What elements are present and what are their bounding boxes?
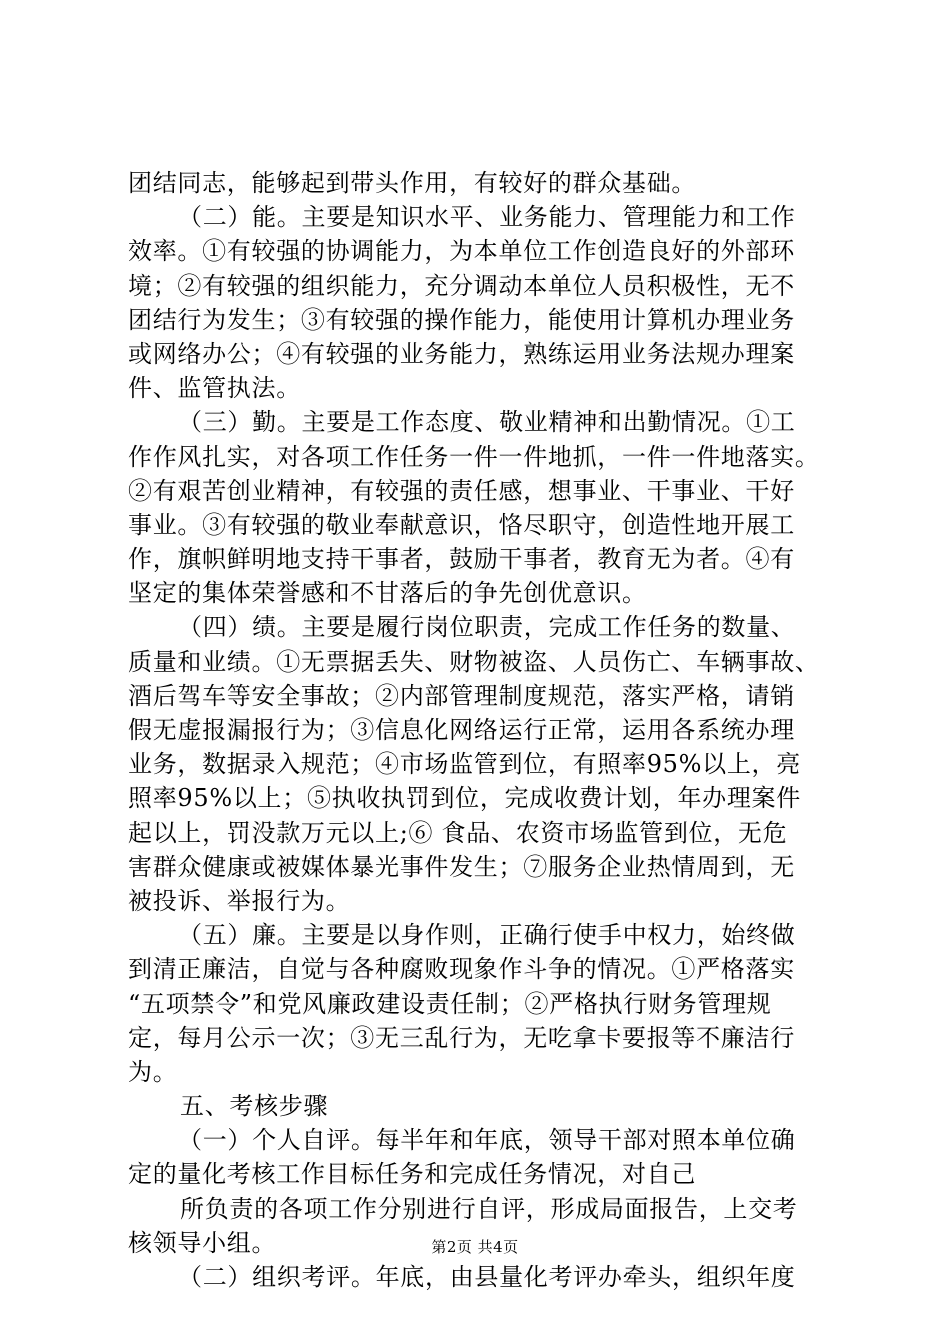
text-line: 害群众健康或被媒体暴光事件发生；⑦服务企业热情周到，无	[128, 852, 795, 881]
text-line: 团结行为发生；③有较强的操作能力，能使用计算机办理业务	[128, 305, 795, 334]
text-line: ②有艰苦创业精神，有较强的责任感，想事业、干事业、干好	[128, 476, 795, 505]
section-heading-organization-assessment: （二）组织考评。年底，由县量化考评办牵头，组织年度	[178, 1263, 796, 1291]
text-line: 作作风扎实，对各项工作任务一件一件地抓，一件一件地落实。	[128, 442, 820, 471]
document-body	[128, 166, 834, 1294]
text-line: 件、监管执法。	[128, 374, 301, 403]
text-line: 境；②有较强的组织能力，充分调动本单位人员积极性，无不	[128, 271, 795, 300]
text-line: 照率95%以上；⑤执收执罚到位，完成收费计划，年办理案件	[128, 784, 801, 813]
text-line: 被投诉、举报行为。	[128, 886, 351, 915]
text-line: 或网络办公；④有较强的业务能力，熟练运用业务法规办理案	[128, 339, 795, 368]
text-line: 为。	[128, 1057, 178, 1086]
section-heading-self-assessment: （一）个人自评。每半年和年底，领导干部对照本单位确	[178, 1126, 796, 1155]
section-heading-assessment-steps: 五、考核步骤	[180, 1092, 329, 1121]
text-line: 到清正廉洁，自觉与各种腐败现象作斗争的情况。①严格落实	[128, 955, 795, 984]
section-heading-ability: （二）能。主要是知识水平、业务能力、管理能力和工作	[178, 203, 796, 232]
text-line: 起以上，罚没款万元以上;⑥ 食品、农资市场监管到位，无危	[128, 818, 788, 847]
text-line: 质量和业绩。①无票据丢失、财物被盗、人员伤亡、车辆事故、	[128, 647, 820, 676]
text-line: 团结同志，能够起到带头作用，有较好的群众基础。	[128, 169, 697, 197]
text-line: 作，旗帜鲜明地支持干事者，鼓励干事者，教育无为者。④有	[128, 545, 795, 574]
text-line: 业务，数据录入规范；④市场监管到位，有照率95%以上，亮	[128, 750, 801, 779]
page-number-footer: 第2页 共4页	[431, 1238, 519, 1256]
text-line: 所负责的各项工作分别进行自评，形成局面报告，上交考	[180, 1194, 798, 1223]
section-heading-integrity: （五）廉。主要是以身作则，正确行使手中权力，始终做	[178, 921, 796, 950]
text-line: 坚定的集体荣誉感和不甘落后的争先创优意识。	[128, 579, 647, 608]
section-heading-diligence: （三）勤。主要是工作态度、敬业精神和出勤情况。①工	[178, 408, 796, 437]
text-line: 定的量化考核工作目标任务和完成任务情况，对自己	[128, 1160, 697, 1189]
text-line: 核领导小组。	[128, 1228, 277, 1257]
section-heading-performance: （四）绩。主要是履行岗位职责，完成工作任务的数量、	[178, 613, 796, 642]
text-line: 假无虚报漏报行为；③信息化网络运行正常，运用各系统办理	[128, 716, 795, 744]
text-line: 效率。①有较强的协调能力，为本单位工作创造良好的外部环	[128, 237, 795, 266]
text-line: “五项禁令”和党风廉政建设责任制；②严格执行财务管理规	[128, 989, 772, 1018]
text-line: 定，每月公示一次；③无三乱行为，无吃拿卡要报等不廉洁行	[128, 1023, 795, 1052]
text-line: 事业。③有较强的敬业奉献意识，恪尽职守，创造性地开展工	[128, 510, 795, 539]
text-line: 酒后驾车等安全事故；②内部管理制度规范，落实严格，请销	[128, 681, 795, 710]
